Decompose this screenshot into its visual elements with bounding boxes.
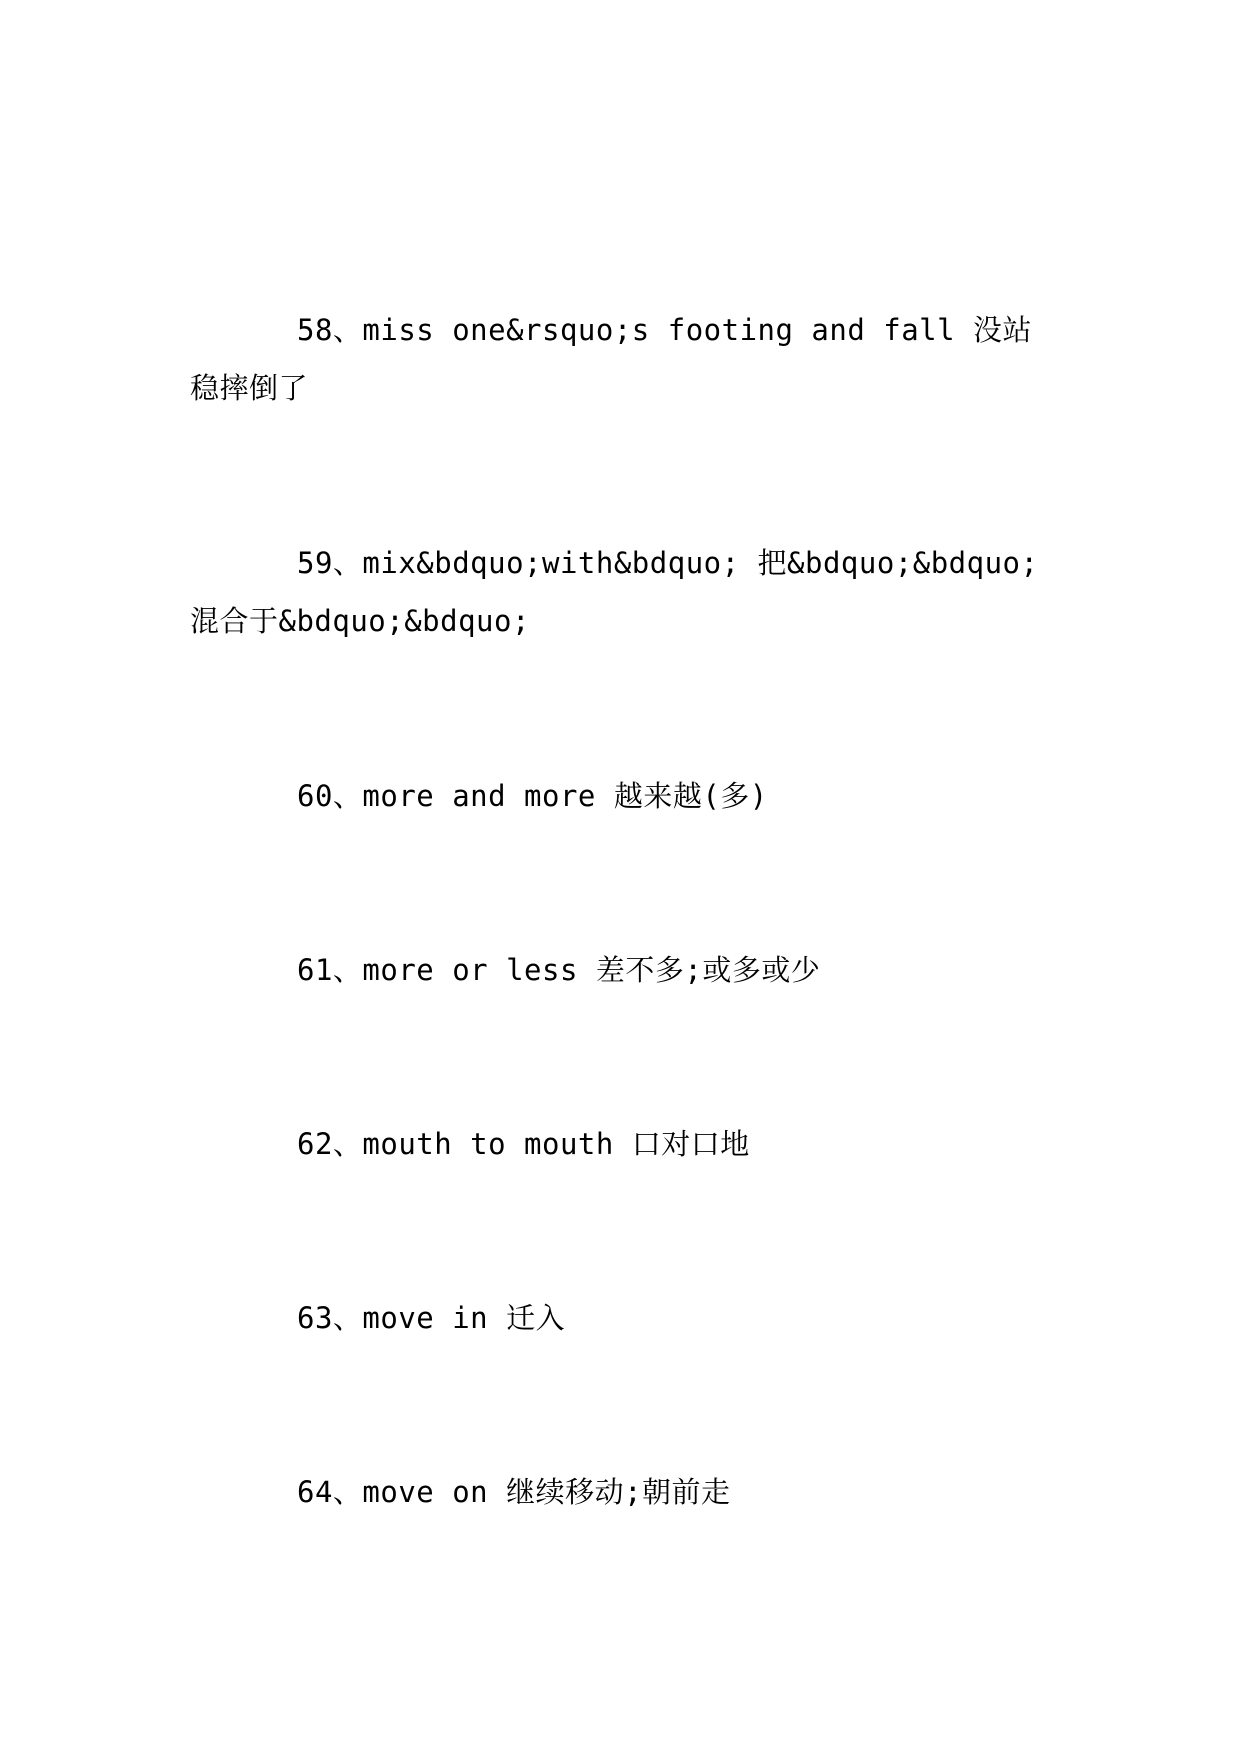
phrase-entry-60: 60、more and more 越来越(多) (297, 779, 768, 813)
phrase-entry-63: 63、move in 迁入 (297, 1301, 566, 1335)
phrase-entry-61: 61、more or less 差不多;或多或少 (297, 953, 821, 987)
phrase-entry-58: 58、miss one&rsquo;s footing and fall 没站稳摔倒了 (190, 313, 1033, 405)
phrase-entry-64: 64、move on 继续移动;朝前走 (297, 1475, 731, 1509)
phrase-entry-62: 62、mouth to mouth 口对口地 (297, 1127, 750, 1161)
phrase-entry-59: 59、mix&bdquo;with&bdquo; 把&bdquo;&bdquo;混合于&bdquo;&bdquo; (190, 546, 1039, 638)
